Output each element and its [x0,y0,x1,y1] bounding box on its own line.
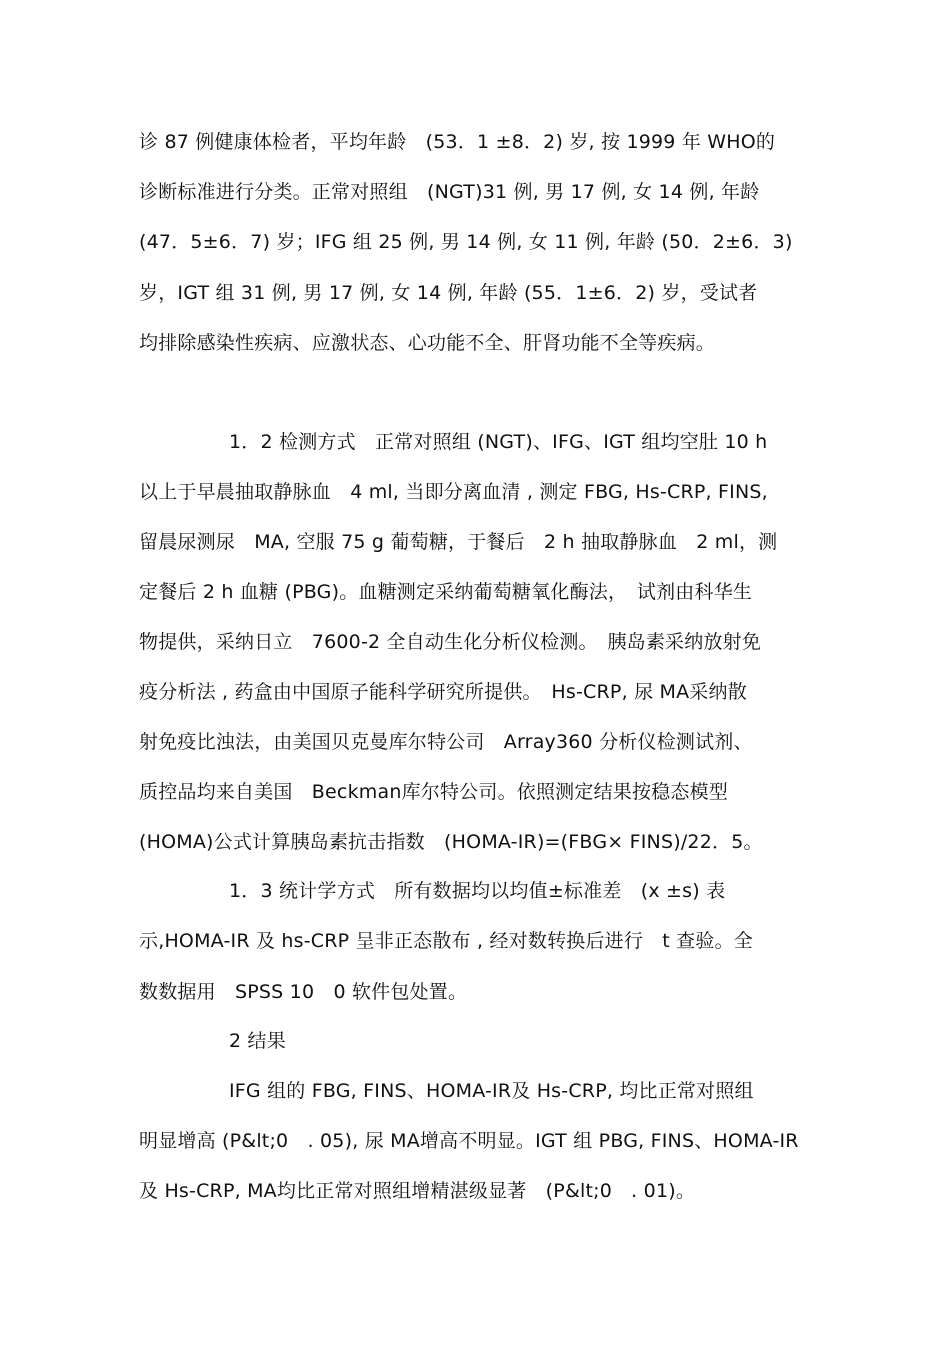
text-line: 质控品均来自美国 Beckman库尔特公司。依照测定结果按稳态模型 [139,781,728,803]
text-line: (47．5±6．7) 岁；IFG 组 25 例, 男 14 例, 女 11 例, 年龄 (50．2±6．3) [139,231,793,253]
section-heading: 2 结果 [229,1030,286,1052]
text-line: 诊 87 例健康体检者，平均年龄 (53．1 ±8．2) 岁, 按 1999 年 WHO的 [139,131,776,153]
text-line: 均排除感染性疾病、应激状态、心功能不全、肝肾功能不全等疾病。 [139,332,716,354]
text-line: (HOMA)公式计算胰岛素抗击指数 (HOMA-IR)=(FBG× FINS)/22．5。 [139,831,763,853]
text-line: 以上于早晨抽取静脉血 4 ml, 当即分离血清 , 测定 FBG, Hs-CRP, FINS, [139,481,768,503]
text-line: 留晨尿测尿 MA, 空服 75 g 葡萄糖，于餐后 2 h 抽取静脉血 2 ml，测 [139,531,778,553]
text-line: 岁，IGT 组 31 例, 男 17 例, 女 14 例, 年龄 (55．1±6．2) 岁，受试者 [139,282,758,304]
text-line: 示,HOMA-IR 及 hs-CRP 呈非正态散布 , 经对数转换后进行 t 查验。全 [139,930,753,952]
text-line: 物提供，采纳日立 7600-2 全自动生化分析仪检测。 胰岛素采纳放射免 [139,631,762,653]
text-line: 定餐后 2 h 血糖 (PBG)。血糖测定采纳葡萄糖氧化酶法， 试剂由科华生 [139,581,753,603]
text-line: 1．3 统计学方式 所有数据均以均值±标准差 (x ±s) 表 [229,880,726,902]
text-line: 数数据用 SPSS 10 0 软件包处置。 [139,981,468,1003]
text-line: 射免疫比浊法，由美国贝克曼库尔特公司 Array360 分析仪检测试剂、 [139,731,753,753]
text-line: 诊断标准进行分类。正常对照组 (NGT)31 例, 男 17 例, 女 14 例, 年龄 [139,181,760,203]
text-line: 1．2 检测方式 正常对照组 (NGT)、IFG、IGT 组均空肚 10 h [229,431,768,453]
text-line: 及 Hs-CRP, MA均比正常对照组增精湛级显著 (P&lt;0 . 01)。 [139,1180,696,1202]
text-line: 明显增高 (P&lt;0 . 05), 尿 MA增高不明显。IGT 组 PBG, FINS、HOMA-IR [139,1130,799,1152]
text-line: 疫分析法 , 药盒由中国原子能科学研究所提供。 Hs-CRP, 尿 MA采纳散 [139,681,747,703]
text-line: IFG 组的 FBG, FINS、HOMA-IR及 Hs-CRP, 均比正常对照组 [229,1080,754,1102]
